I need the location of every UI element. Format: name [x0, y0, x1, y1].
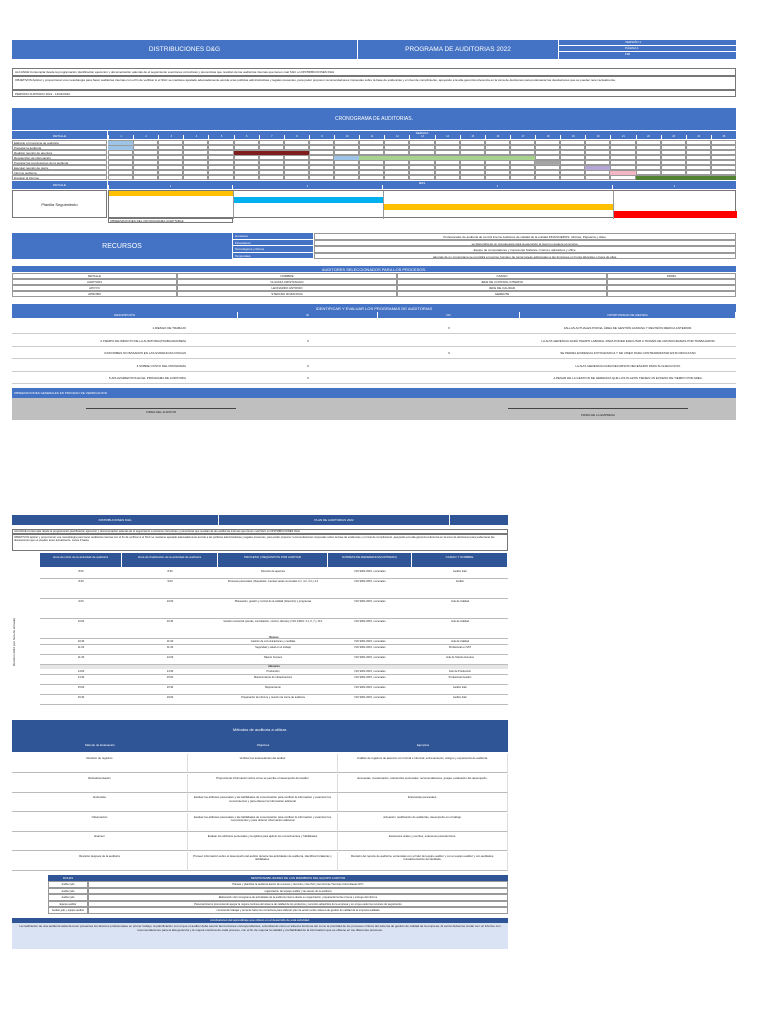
cronograma-detalle2-label: DETALLE — [12, 181, 107, 189]
auditor-header: DETALLE — [12, 273, 177, 279]
recurso-label: Temporales — [233, 253, 313, 260]
week-label: 24 — [686, 135, 711, 139]
metodo-header: Objetivos — [188, 738, 338, 752]
sched-cell: ISO 9001:2015, numerales — [328, 675, 412, 685]
auditor-cell: APOYO — [12, 285, 177, 291]
recurso-label: Humanos — [233, 233, 313, 240]
auditor-header: NOMBRE — [177, 273, 397, 279]
auditor-cell: LEONARDO ANTONIO — [177, 285, 397, 291]
task-label: Recolección de información — [12, 155, 107, 160]
identificar-cell: A PESAR DE LA GESTION DE GERENCIA QUE LOS PLAZOS TIENEN UN EXCESO DE TIEMPO POR AREA. — [520, 374, 736, 384]
metodo-cell: Proporcionar información sobre cómo se percibe el desempeño del auditor — [188, 774, 338, 793]
task-cell — [409, 175, 434, 180]
metodo-cell: Entrevistas personales. — [338, 793, 508, 812]
task-bar — [334, 156, 359, 160]
identificar-header: DESCRIPCIÓN — [12, 312, 238, 318]
task-label: Divulgar el informe — [12, 175, 107, 180]
meta-fmi: FMI — [559, 52, 736, 59]
roles-table — [48, 875, 508, 915]
task-bar — [636, 176, 736, 180]
sched-cell: Producción — [218, 669, 328, 675]
task-label: Informe auditoria — [12, 170, 107, 175]
auditores-table — [12, 273, 736, 297]
task-label: Elaborar el programa de auditoria — [12, 140, 107, 145]
identificar-cell: 2.TIEMPO DE IMPACTO DE LA AUDITORIA(TRABAJADORES) — [12, 337, 238, 347]
week-label: 20 — [585, 135, 610, 139]
cronograma-semana-label: SEMANA — [108, 131, 736, 135]
sched-cell: Talento humano — [218, 655, 328, 665]
sched-cell: Jefe de Talento Humano — [412, 655, 508, 665]
sched-cell: ISO 9001:2015, numerales — [328, 569, 412, 579]
task-bar — [585, 166, 610, 170]
task-cell — [510, 175, 535, 180]
recurso-value: además de un cronograma se permitirá el recurso humano de tomar tareas adicionales a las funciones en horas laborales o fuera de ellas. — [314, 253, 736, 260]
p2-meta — [450, 515, 508, 525]
week-label: 13 — [409, 135, 434, 139]
recurso-label: Financieros — [233, 240, 313, 247]
auditores-title: AUDITORES SELECCIONADOS PARA LOS PROCESOS. — [12, 266, 736, 272]
task-cell — [359, 175, 384, 180]
role-name: Auditor jefe — [48, 894, 88, 901]
identificar-cell: X — [238, 337, 378, 347]
role-resp: Planear y planificar la auditoría dentro de recursos y técnicas y dos ISO y las Normas Técnicas Colombianas NTC — [88, 881, 508, 888]
schedule-table — [12, 553, 508, 717]
sched-cell: Jefe de Producción — [412, 669, 508, 675]
sched-cell: ISO 9001:2015, numerales — [328, 599, 412, 619]
role-name: Equipo auditor — [48, 901, 88, 908]
sched-cell: Auditor líder — [412, 685, 508, 695]
metodo-cell: Revisión del reporte de auditoría, entrevistas con el líder del equipo auditor y con el equipo auditor y con auditados, retroalimentación del auditado. — [338, 852, 508, 871]
week-label: 4 — [183, 135, 208, 139]
months-row — [108, 185, 736, 189]
metodo-header: Método de Evaluación — [12, 738, 188, 752]
sched-cell: Preparación de informe y reunión de cierre de auditoría — [218, 695, 328, 705]
role-name: Auditor jefe — [48, 888, 88, 895]
sched-cell: 10:00 — [40, 619, 122, 639]
recurso-label: Tecnológicos y físicos — [233, 246, 313, 253]
auditor-cell: GERENTE — [397, 291, 607, 297]
planilla-grid — [108, 190, 736, 218]
task-cell — [158, 175, 183, 180]
sched-cell: 14:30 — [122, 669, 218, 675]
header-meta — [559, 40, 736, 59]
sched-almuerzo: Almuerzo — [40, 665, 508, 669]
identificar-cell: 5.APLAZAMIENTOS EN EL PROGRAMA DE AUDITORIA — [12, 374, 238, 384]
sched-cell: 11:30 — [122, 645, 218, 655]
recursos-title: RECURSOS — [12, 233, 232, 259]
sched-cell: ISO 9001:2015, numerales — [328, 639, 412, 645]
metodos-title: Métodos de auditoria a utilizar. — [12, 720, 508, 738]
role-name: Auditor jefe y equipo auditor — [48, 907, 88, 914]
identificar-cell — [238, 349, 378, 359]
sched-cell: 12:00 — [122, 655, 218, 665]
week-label: 10 — [334, 135, 359, 139]
metodo-cell: Proveer información sobre el desempeño del auditor durante las actividades de auditoría, identificar fortalezas y debilidades. — [188, 852, 338, 871]
task-label: Realizar reunión de apertura — [12, 150, 107, 155]
week-label: 22 — [636, 135, 661, 139]
identificar-cell — [378, 374, 520, 384]
sched-cell: Gestión comercial (ventas, contratación, control, clientes) | ISO 14001: 4.1, 6, 7 y 10.1 — [218, 619, 328, 639]
metodo-header: Ejemplos — [338, 738, 508, 752]
identificar-cell: LA ALTA GERENCIA DARÁ TIEMPO LABORAL PARA PODER EJECUTAR A TRAVÉS DE CRONOGRAMAS POR TRABAJADOR — [520, 337, 736, 347]
sched-cell: Gestión de comunicaciones y medidas — [218, 639, 328, 645]
bar-month3 — [383, 204, 613, 210]
identificar-cell — [378, 362, 520, 372]
task-cell — [208, 175, 233, 180]
planilla-divider-3 — [613, 191, 614, 219]
firma-empresa-line — [508, 408, 688, 409]
sched-cell: 11:30 — [40, 655, 122, 665]
task-cell — [133, 175, 158, 180]
metodos-table — [12, 738, 508, 870]
sched-cell: Planeación, gestión y control de la calidad (dirección) y programas — [218, 599, 328, 619]
intro-objetivo: OBJETIVOS:Aplicar y proporcionar una metodología para hacer auditorías internas con el fin de verificar si el SGC se mantiene ajustado adecuadamente acorde a las políticas administrativas y legales presentes, para poder proponer recomendaciones impuestas sobre la base de evidencias y el nivel de cumplimiento, apoyando a la alta gerencia referencia en la toma de decisiones para podersanar las desviaciones que se pueden tener actualmente. — [12, 76, 736, 90]
task-cell — [485, 175, 510, 180]
week-label: 6 — [234, 135, 259, 139]
sched-cell: Jefe de Calidad — [412, 599, 508, 619]
identificar-title: IDENTIFICAR Y EVALUAR LOS PROGRAMAS DE AUDITORIAS — [12, 304, 736, 312]
bar-month4 — [613, 211, 737, 218]
sched-cell: ISO 9001:2015, numerales — [328, 695, 412, 705]
header-program: PROGRAMA DE AUDITORIAS 2022 — [358, 40, 558, 59]
sched-cell: 10:30 — [122, 619, 218, 639]
task-cell — [384, 175, 409, 180]
identificar-header: SI — [238, 312, 378, 318]
auditor-cell: CLAUDIA CRISTANCHO — [177, 279, 397, 285]
week-label: 11 — [359, 135, 384, 139]
metodo-cell: Exámenes orales y escritos, exámenes psicotécnicos. — [338, 832, 508, 851]
week-label: 5 — [208, 135, 233, 139]
cronograma-detalle-label: DETALLE — [12, 131, 107, 139]
identificar-cell: 4.SOBRE COSTO DEL PROGRAMA — [12, 362, 238, 372]
month-label: 3 — [382, 185, 612, 189]
conclusiones-text: La realización de una auditoría debería tener presentes los factores profesionales en primer trabajo, la planificación con el que el auditor debe asumir las funciones correspondientes, entendiendo cómo el sistema funciona así como la prioridad de los procesos críticos del sistema de gestión de calidad de la empresa. Al cerrar debemos contar con un informe con recomendaciones para la alta gerencia y la mejora continua de cada proceso, con el fin de mejorar la calidad y confiabilidad de la información que se obtiene en los diferentes procesos. — [12, 923, 508, 949]
identificar-cell: 1.RIESGO DE TRABAJO — [12, 324, 238, 334]
sched-cell: 9:00 — [122, 579, 218, 599]
role-resp: Elaboración del cronograma de actividades de la auditoría interna desde su organización, preparando fecha el tema y entrega del informe — [88, 894, 508, 901]
month-label: 2 — [232, 185, 382, 189]
sched-cell: Auditor líder — [412, 695, 508, 705]
task-bar — [610, 171, 635, 175]
sched-cell: 14:30 — [40, 675, 122, 685]
week-label: 25 — [711, 135, 736, 139]
verificacion-obs: OBSERVACIONES GENERALES EN PROCESO DE VERIFICACION — [12, 388, 736, 398]
week-label: 2 — [133, 135, 158, 139]
planilla-divider-2 — [383, 191, 384, 219]
task-cell — [108, 175, 133, 180]
task-cell — [610, 175, 635, 180]
firma-empresa-label: FIRMA DE LA EMPRESA — [580, 413, 615, 417]
task-cell — [334, 175, 359, 180]
cronograma-grid — [12, 131, 736, 221]
bar-month1 — [109, 191, 233, 196]
sched-cell: 11:00 — [40, 645, 122, 655]
auditor-cell: JEFE DE CONTROL INTERNO — [397, 279, 607, 285]
week-label: 16 — [485, 135, 510, 139]
role-resp: organización del equipo auditor y las tareas de la auditoría — [88, 888, 508, 895]
metodo-cell: Observación — [12, 813, 188, 832]
sched-cell: Mejoramiento — [218, 685, 328, 695]
roles-header: ROLES — [48, 875, 88, 881]
roles-header: RESPONSABILIDADES DE LOS MIEMBROS DEL EQUIPO AUDITOR — [88, 875, 508, 881]
sched-cell: 15:30 — [122, 685, 218, 695]
metodo-cell: Verificar los antecedentes del auditor — [188, 754, 338, 773]
task-cell — [234, 175, 259, 180]
role-name: Auditor jefe — [48, 881, 88, 888]
metodo-cell: Revisión de registros — [12, 754, 188, 773]
sched-cell: ISO 9001:2015, numerales — [328, 619, 412, 639]
page-1 — [12, 40, 736, 422]
week-label: 1 — [108, 135, 133, 139]
bar-month2 — [233, 197, 383, 203]
week-label: 23 — [661, 135, 686, 139]
identificar-cell: X — [378, 324, 520, 334]
sched-cell: ISO 9001:2015, numerales — [328, 685, 412, 695]
role-resp: conociendo trabajar y tema de hacer los correctivos para elaborar plan de acción sobre sistema de gestión de calidad de la empresa auditada — [88, 907, 508, 914]
identificar-cell: X — [238, 374, 378, 384]
auditor-header: FIRMA — [607, 273, 736, 279]
firma-auditor-label: FIRMA DEL AUDITOR — [146, 410, 176, 414]
week-label: 8 — [284, 135, 309, 139]
task-bar — [535, 161, 560, 165]
identificar-cell: 3.INFORMES NO BASADOS EN LAS EVIDENCIAS FISICAS — [12, 349, 238, 359]
sched-cell: 15:30 — [40, 695, 122, 705]
conclusiones-title: conclusiones del aprendizaje que obtuvo en el desarrollo de esta actividad. — [12, 918, 508, 923]
recursos-area — [233, 233, 736, 259]
identificar-cell: X — [378, 349, 520, 359]
task-cell — [560, 175, 585, 180]
week-label: 18 — [535, 135, 560, 139]
week-label: 12 — [384, 135, 409, 139]
intro-alcance: ALCANCE:Contemplar desde la programación planificación ejecución y documentación además de el seguimiento a acciones correctivas y preventivas que resultan de las auditorías internas que tienen cual SGC en DISTRIBUCIONES D&G — [12, 68, 736, 76]
sched-cell: 10:30 — [40, 639, 122, 645]
sched-side-label: Revisión 2022 (ver hora de entrada) — [12, 617, 16, 667]
recurso-value: Profesionales de auditoria de control interno Auditores de calidad de la entidad FINANCIEROS: oficinas, Papelería y útiles. — [314, 233, 736, 240]
firma-auditor-line — [86, 408, 236, 409]
identificar-header: NO — [378, 312, 520, 318]
task-bar — [359, 156, 535, 160]
metodo-cell: Evaluar los atributos personales y las habilidades de comunicación para verificar la información y examinar los conocimientos y para obtener información adicional — [188, 813, 338, 832]
cronograma-title: CRONOGRAMA DE AUDITORIAS. — [12, 108, 736, 130]
intro-periodo: PERIODO AUDITADO 2021 - 14/02/2022. — [12, 90, 736, 97]
identificar-cell: SE PEDIRA EVIDENCIA FOTOGRAFICA Y DE VIDEO PARA CONTRARRESTAR ESTA DIFICULTAD — [520, 349, 736, 359]
p2-alcance: ALCANCE:Contemplar desde la programación planificación ejecución y documentación además de el seguimiento a acciones correctivas y preventivas que resultan de las auditorías internas que tienen cual SGC en DISTRIBUCIONES D&G — [12, 529, 508, 534]
page-2 — [12, 515, 508, 951]
sched-receso: Receso — [269, 636, 279, 639]
week-label: 3 — [158, 135, 183, 139]
p2-company: DISTRIBUCIONES D&G — [12, 515, 218, 525]
metodo-cell: Actuación, testificación de auditorías, desempeño en el trabajo. — [338, 813, 508, 832]
sched-cell: ISO 9001:2015, numerales — [328, 655, 412, 665]
metodo-cell: Entrevista — [12, 793, 188, 812]
sched-cell: Profesional Gestión — [412, 675, 508, 685]
sched-cell: Jefe de Calidad — [412, 639, 508, 645]
month-label: 1 — [108, 185, 232, 189]
auditor-cell: STEFANO ROZANOVA — [177, 291, 397, 297]
sched-cell: Reunión de apertura — [218, 569, 328, 579]
task-cell — [183, 175, 208, 180]
task-label: Preparar las conclusiones de la auditoria — [12, 160, 107, 165]
sched-cell: ISO 9001:2015, numerales — [328, 669, 412, 675]
task-label: Preparar la auditoria — [12, 145, 107, 150]
week-label: 15 — [460, 135, 485, 139]
month-label: 4 — [612, 185, 736, 189]
task-cell — [435, 175, 460, 180]
sched-header: PROCESO | REQUISITOS POR AUDITAR — [218, 553, 328, 567]
identificar-cell: FALLAS ACTUALES POR EL ÁREA DE GESTIÓN HUMANA Y REVISIÓN MEDICA ANTERIOR. — [520, 324, 736, 334]
metodo-cell: Revisión después de la auditoría — [12, 852, 188, 871]
sched-header: NORMAS DE REFERENCIA(CRITERIO) — [328, 553, 412, 567]
tasks-area — [12, 140, 736, 180]
auditor-firma-cell — [607, 291, 736, 297]
recurso-value: se dispondrá de un presupuesto para la ejecución el cual no requiere el recurso. — [314, 240, 736, 247]
task-cell — [284, 175, 309, 180]
sched-cell: 9:00 — [40, 599, 122, 619]
week-label: 7 — [259, 135, 284, 139]
task-label: Ejecutar reunión de cierre — [12, 165, 107, 170]
planilla-label: Planilla Seguimiento — [12, 190, 107, 218]
sched-cell: 8:30 — [40, 579, 122, 599]
sched-header: Hora de inicio de la actividad de auditoría — [40, 553, 122, 567]
metodo-cell: Evaluar los atributos personales y las habilidades de comunicación para verificar la información y examinar los conocimientos y para obtener la información adicional — [188, 793, 338, 812]
cronograma-mes-label: MES — [108, 181, 736, 185]
metodo-cell: Retroalimentación — [12, 774, 188, 793]
task-cell — [259, 175, 284, 180]
week-label: 14 — [435, 135, 460, 139]
metodo-cell: Examen — [12, 832, 188, 851]
week-label: 17 — [510, 135, 535, 139]
task-cell — [585, 175, 610, 180]
auditor-cell: JEFE DE CALIDAD — [397, 285, 607, 291]
meta-version: VERSIÓN 1 — [559, 40, 736, 46]
weeks-row — [108, 135, 736, 139]
sched-cell: 11:00 — [122, 639, 218, 645]
auditor-cell: AUDITOR1 — [12, 279, 177, 285]
task-bar — [234, 151, 309, 155]
sched-cell: ISO 9001:2015, numerales — [328, 579, 412, 599]
week-label: 21 — [610, 135, 635, 139]
sched-header: Hora de finalización de la actividad de auditoría — [122, 553, 218, 567]
sched-cell: Auditor líder — [412, 569, 508, 579]
p2-objetivo: OBJETIVOS:Aplicar y proporcionar una metodología para hacer auditorías internas con el fin de verificar si el SGC se mantiene ajustado adecuadamente acorde a las políticas administrativas y legales presentes, para poder proponer recomendaciones impuestas sobre la base de evidencias y el nivel de cumplimiento, apoyando a la alta gerencia referencia en la toma de decisiones para podersanar las desviaciones que se pueden tener actualmente. Lunes 9 hasta — [12, 534, 508, 551]
sched-cell: Jefe de Calidad — [412, 619, 508, 639]
identificar-header: OPORTUNIDAD DE MEJORA — [520, 312, 736, 318]
sched-cell: Auditor — [412, 579, 508, 599]
sched-cell: 16:00 — [122, 695, 218, 705]
task-cell — [535, 175, 560, 180]
task-bar — [108, 146, 133, 150]
identificar-cell: LA ALTA GERENCIA DARA RECURSOS NECESARIO PARA SU EJECUCION. — [520, 362, 736, 372]
auditor-header: CARGO — [397, 273, 607, 279]
planilla-divider-1 — [233, 191, 234, 219]
metodo-cell: Análisis de registros de atención con formal e informal, entrenamiento, antiguo y experiencia de auditoría. — [338, 754, 508, 773]
sched-cell: 8:00 — [40, 569, 122, 579]
task-cell — [460, 175, 485, 180]
sched-cell: 15:00 — [122, 675, 218, 685]
role-resp: Personal interno promoviendo apoyar la mejora continua del sistema de calidad de los productos y servicios adquiridos de la empresa y en el que estén los recursos de seguimiento — [88, 901, 508, 908]
header-company: DISTRIBUCIONES D&G — [12, 40, 357, 59]
metodo-cell: Evaluar los atributos personales y la aptitud para aplicar los conocimientos y habilidades — [188, 832, 338, 851]
identificar-table — [12, 312, 736, 382]
sched-header: CARGO Y NOMBRE — [412, 553, 508, 567]
sched-cell: 14:00 — [40, 669, 122, 675]
cronograma-obs: OBSERVACIONES DEL CRONOGRAMA:ACEPTABLE — [108, 218, 233, 223]
p2-program: PLAN DE AUDITORIAS 2022 — [219, 515, 449, 525]
identificar-cell: X — [238, 362, 378, 372]
sched-cell: ISO 9001:2015, numerales — [328, 645, 412, 655]
sched-cell: Mantenimiento de infraestructura — [218, 675, 328, 685]
sched-cell: 15:00 — [40, 685, 122, 695]
sched-cell: 10:00 — [122, 599, 218, 619]
identificar-cell — [238, 324, 378, 334]
week-label: 9 — [309, 135, 334, 139]
recurso-value: Equipo de computadores y impresoras Software: Internet, aplicativos y office. — [314, 246, 736, 253]
task-cell — [309, 175, 334, 180]
meta-page: PÁGINA 1 — [559, 46, 736, 52]
auditor-cell: APROBO — [12, 291, 177, 297]
metodo-cell: Encuestas, cuestionarios, referencias personales, recomendaciones, quejas, evaluación del desempeño. — [338, 774, 508, 793]
sched-cell: Procesos personales | Requisitos: cuentas varias numerales 4.1, 4.2, 4.3 y 4.4 — [218, 579, 328, 599]
sched-cell: 8:30 — [122, 569, 218, 579]
week-label: 19 — [560, 135, 585, 139]
sched-cell: Seguridad y salud en el trabajo — [218, 645, 328, 655]
task-bar — [108, 141, 133, 145]
sched-cell: Profesional en SST — [412, 645, 508, 655]
identificar-cell — [378, 337, 520, 347]
